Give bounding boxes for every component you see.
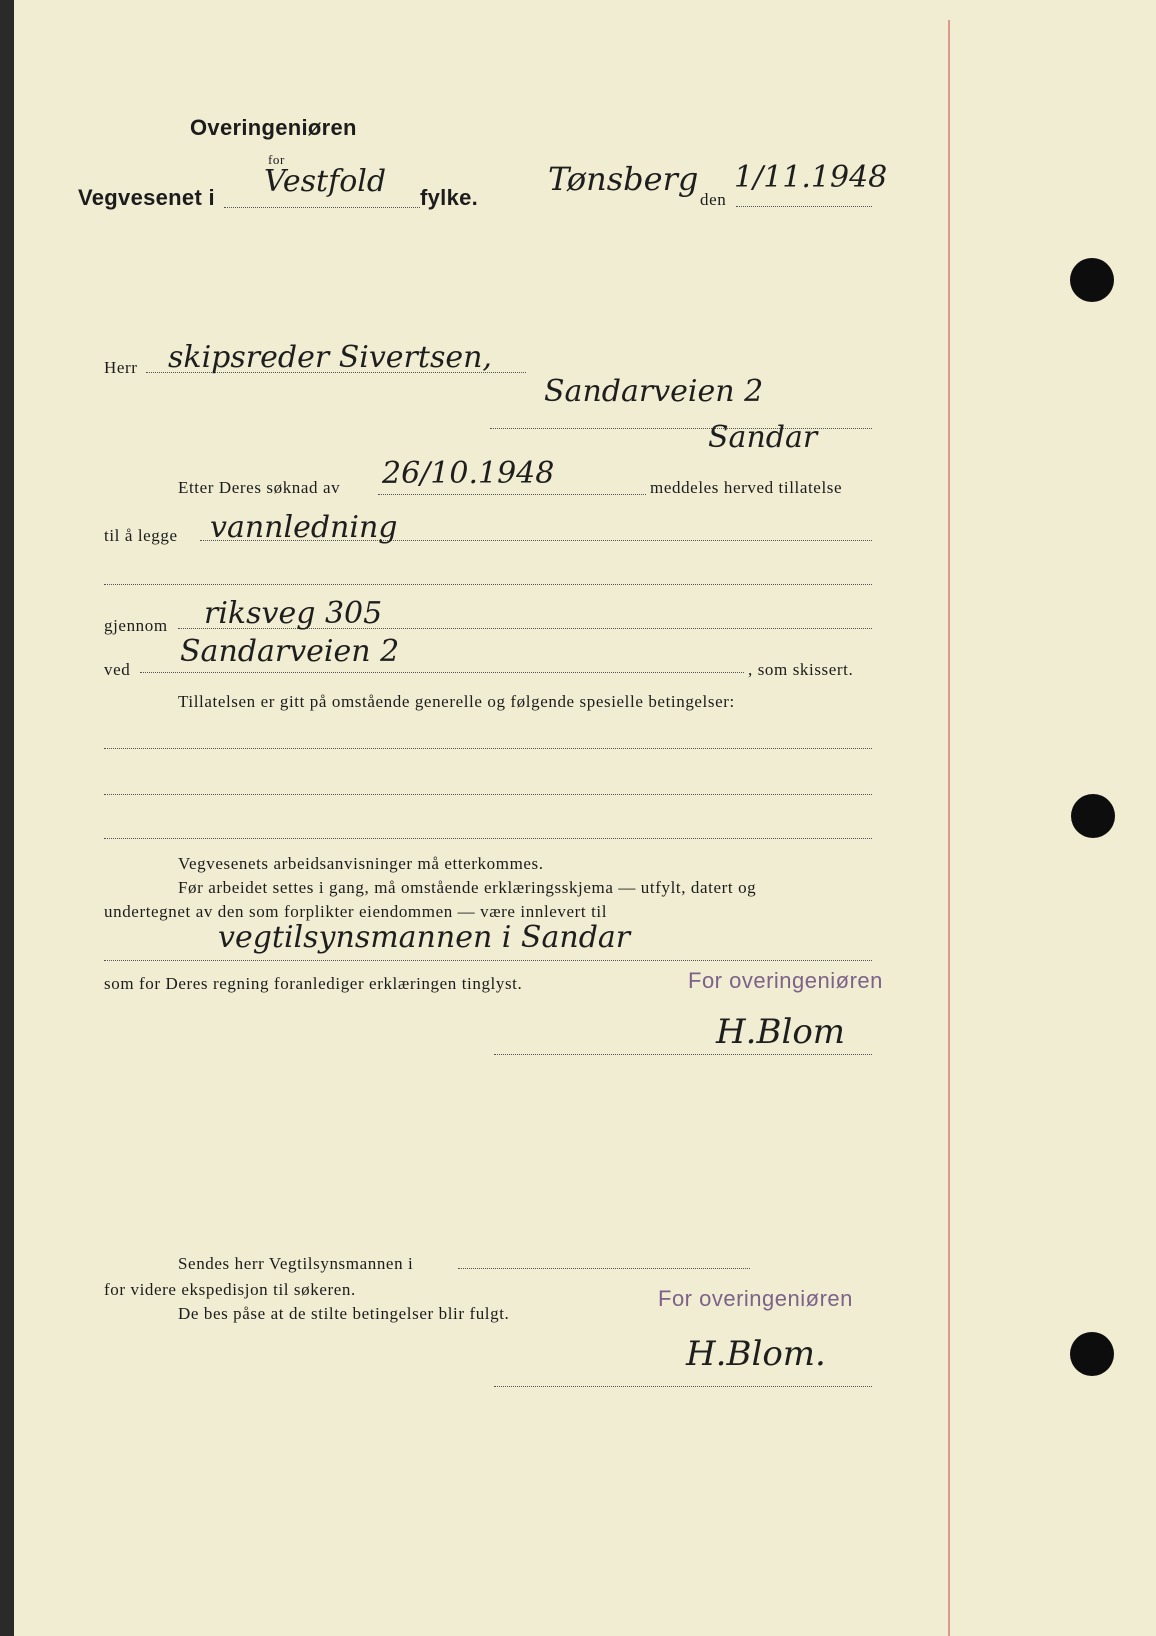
signature-1: H.Blom bbox=[716, 1012, 846, 1052]
inspector-line bbox=[104, 960, 872, 961]
footer-dotted-line bbox=[458, 1268, 750, 1269]
footer-line-1: Sendes herr Vegtilsynsmannen i bbox=[178, 1254, 414, 1273]
work-handwritten: vannledning bbox=[210, 510, 398, 545]
paragraph-2b: undertegnet av den som forplikter eiendommen — være innlevert til bbox=[104, 902, 608, 921]
date-handwritten: 1/11.1948 bbox=[734, 160, 888, 195]
dept-suffix: fylke. bbox=[420, 185, 479, 210]
footer-line-3: De bes påse at de stilte betingelser blir fulgt. bbox=[178, 1304, 510, 1323]
stamp-for-overingenioren-2: For overingeniøren bbox=[658, 1286, 853, 1311]
footer-line-2: for videre ekspedisjon til søkeren. bbox=[104, 1280, 356, 1299]
punch-hole-top bbox=[1070, 258, 1114, 302]
scan-edge bbox=[0, 0, 14, 1636]
office-title: Overingeniøren bbox=[190, 115, 357, 140]
punch-hole-bottom bbox=[1070, 1332, 1114, 1376]
skissert-text: , som skissert. bbox=[748, 660, 854, 679]
county-handwritten: Vestfold bbox=[264, 164, 387, 199]
city-handwritten: Sandar bbox=[708, 420, 818, 455]
location-handwritten: Sandarveien 2 bbox=[180, 634, 400, 669]
blank-line-4 bbox=[104, 838, 872, 839]
conditions-text: Tillatelsen er gitt på omstående generelle og følgende spesielle betingelser: bbox=[178, 692, 735, 711]
margin-rule bbox=[948, 20, 950, 1636]
punch-hole-middle bbox=[1071, 794, 1115, 838]
location-line bbox=[140, 672, 744, 673]
application-date-handwritten: 26/10.1948 bbox=[382, 456, 555, 491]
date-label: den bbox=[700, 190, 727, 209]
for-small: for bbox=[268, 152, 285, 167]
paragraph-2a: Før arbeidet settes i gang, må omstående erklæringsskjema — utfylt, datert og bbox=[178, 878, 757, 897]
legge-label: til å legge bbox=[104, 526, 178, 545]
application-date-line bbox=[378, 494, 646, 495]
meddeles-text: meddeles herved tillatelse bbox=[650, 478, 843, 497]
stamp-for-overingenioren-1: For overingeniøren bbox=[688, 968, 883, 993]
blank-line-1 bbox=[104, 584, 872, 585]
date-line bbox=[736, 206, 872, 207]
blank-line-2 bbox=[104, 748, 872, 749]
inspector-handwritten: vegtilsynsmannen i Sandar bbox=[218, 920, 631, 955]
ved-label: ved bbox=[104, 660, 131, 679]
signature-line-2 bbox=[494, 1386, 872, 1387]
road-handwritten: riksveg 305 bbox=[204, 596, 383, 631]
county-line bbox=[224, 207, 420, 208]
dept-prefix: Vegvesenet i bbox=[78, 185, 215, 210]
paragraph-1: Vegvesenets arbeidsanvisninger må etterkommes. bbox=[178, 854, 544, 873]
herr-label: Herr bbox=[104, 358, 138, 377]
address-handwritten: Sandarveien 2 bbox=[544, 374, 764, 409]
recipient-name-handwritten: skipsreder Sivertsen, bbox=[168, 340, 492, 375]
gjennom-label: gjennom bbox=[104, 616, 168, 635]
place-handwritten: Tønsberg bbox=[548, 160, 699, 198]
blank-line-3 bbox=[104, 794, 872, 795]
paragraph-3: som for Deres regning foranlediger erklæringen tinglyst. bbox=[104, 974, 523, 993]
etter-label: Etter Deres søknad av bbox=[178, 478, 341, 497]
signature-2: H.Blom. bbox=[686, 1334, 826, 1374]
signature-line-1 bbox=[494, 1054, 872, 1055]
